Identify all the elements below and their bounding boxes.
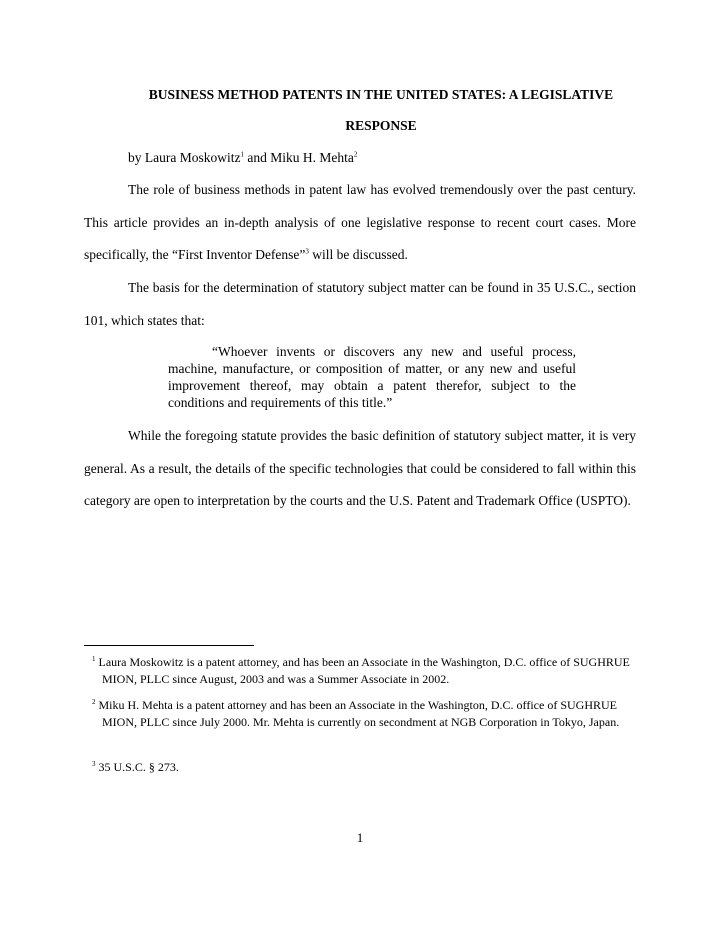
footnote-number: 3 xyxy=(92,760,96,768)
paragraph-statute xyxy=(84,272,636,337)
title-line-1: BUSINESS METHOD PATENTS IN THE UNITED STATES: A LEGISLATIVE xyxy=(148,87,614,102)
footnote-number: 2 xyxy=(92,698,96,706)
footnote-2 xyxy=(92,697,644,731)
footnote-text: Miku H. Mehta is a patent attorney and has been an Associate in the Washington, D.C. office of SUGHRUE MION, PLLC since July 2000. Mr. Mehta is currently on secondment at NGB Corporation in Tokyo, Japan. xyxy=(98,698,620,729)
paragraph-statute-text: The basis for the determination of statutory subject matter can be found in 35 U.S.C., section 101, which states that: xyxy=(84,280,636,328)
footnote-text: 35 U.S.C. § 273. xyxy=(98,760,179,774)
author-line xyxy=(84,142,636,175)
footnote-number: 1 xyxy=(92,655,96,663)
footnote-1 xyxy=(92,654,644,688)
paragraph-interpretation xyxy=(84,420,636,518)
footnote-ref-2: 2 xyxy=(353,150,358,159)
page-number: 1 xyxy=(356,830,364,845)
footnote-3 xyxy=(92,759,644,776)
footnote-ref-1: 1 xyxy=(240,150,244,159)
footnote-divider xyxy=(84,645,254,646)
paragraph-intro xyxy=(84,174,636,272)
paragraph-intro-text-a: The role of business methods in patent law has evolved tremendously over the past century. This article provides an in-depth analysis of one legislative response to recent court cases. More specifically, the “First Inventor Defense” xyxy=(84,182,636,262)
block-quote-text: “Whoever invents or discovers any new and useful process, machine, manufacture, or composition of matter, or any new and useful improvement thereof, may obtain a patent therefor, subject to the conditions and requirements of this title.” xyxy=(168,344,576,410)
footnote-ref-3: 3 xyxy=(305,247,309,256)
author-prefix: by Laura Moskowitz xyxy=(128,150,241,165)
footnote-text: Laura Moskowitz is a patent attorney, and has been an Associate in the Washington, D.C. office of SUGHRUE MION, PLLC since August, 2003 and was a Summer Associate in 2002. xyxy=(98,655,630,686)
block-quote xyxy=(168,343,576,411)
title-line-2: RESPONSE xyxy=(345,118,417,133)
paragraph-interpretation-text: While the foregoing statute provides the basic definition of statutory subject matter, it is very general. As a result, the details of the specific technologies that could be considered to fall within this category are open to interpretation by the courts and the U.S. Patent and Trademark Office (USPTO). xyxy=(84,428,636,508)
paragraph-intro-text-b: will be discussed. xyxy=(308,247,408,262)
author-middle: and Miku H. Mehta xyxy=(243,150,354,165)
